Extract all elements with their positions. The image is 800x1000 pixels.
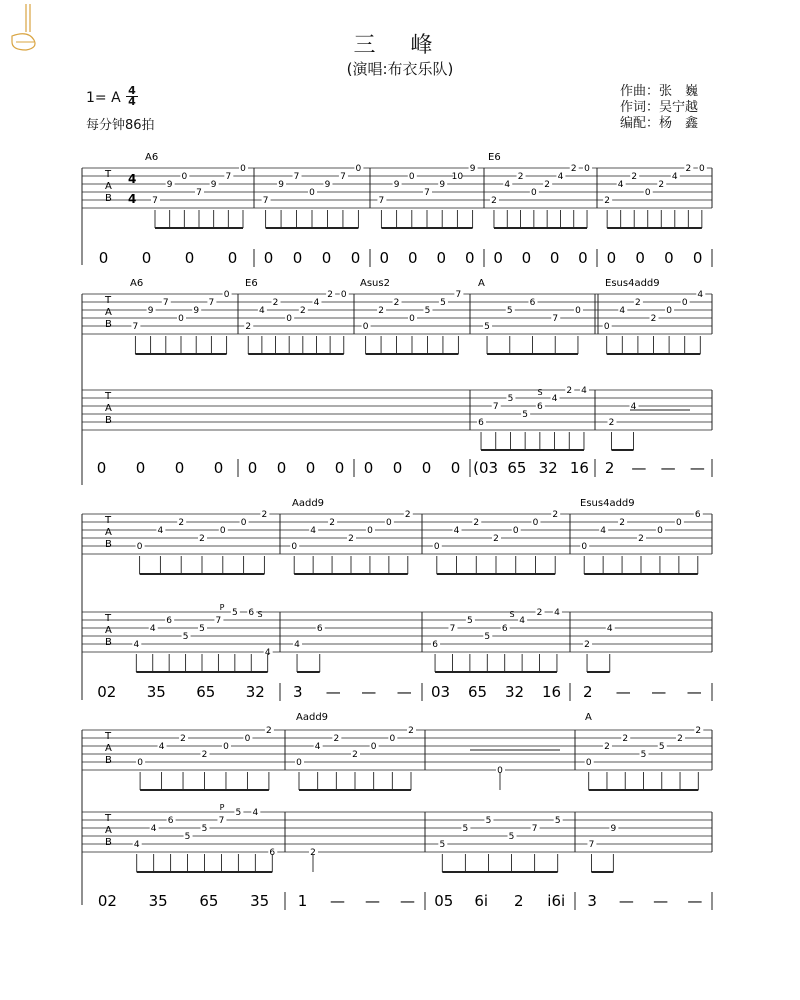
sys2-jianpu-note: 0 (450, 459, 461, 477)
sys2-jianpu-note: 32 (538, 459, 558, 477)
sys1-jianpu-note: 0 (292, 249, 303, 267)
sys3-m2-fret-number: 2 (329, 518, 335, 528)
tab-clef-letter: B (105, 319, 112, 330)
sys4-jianpu-note: — (618, 892, 634, 910)
sys3-mel-m1-fret-number: 4 (264, 648, 271, 658)
sys3-mel-m2-fret-number: 6 (316, 624, 323, 634)
sys1-jianpu-note: 0 (692, 249, 703, 267)
sys2-jianpu-note: 0 (213, 459, 224, 477)
sys4-jianpu-note: 65 (199, 892, 219, 910)
sys3-jianpu-note: 2 (582, 683, 593, 701)
sys3-jianpu-note: — (651, 683, 667, 701)
tab-clef-letter: B (105, 415, 112, 426)
sys4-mel-m3-fret-number: 7 (531, 824, 538, 834)
sys4-jianpu-note: — (653, 892, 669, 910)
sys3-mel-m2-fret-number: 4 (294, 640, 300, 650)
sys3-m2-fret-number: 0 (291, 542, 298, 552)
sys2-m3-fret-number: 7 (455, 290, 462, 300)
sys4-chord-name: Aadd9 (296, 712, 329, 723)
sys1-m5-fret-number: 4 (617, 180, 624, 190)
sys2-m1-fret-number: 7 (162, 298, 169, 308)
sys3-jianpu-note: 32 (504, 683, 525, 701)
sys1-m1-fret-number: 7 (152, 196, 158, 206)
sys2-m1-fret-number: 0 (178, 314, 184, 324)
tab-clef-letter: A (105, 825, 112, 836)
sys4-jianpu-note: — (400, 892, 415, 910)
slide-marker: S (509, 610, 515, 619)
sys4-mel-m3-fret-number: 5 (439, 840, 446, 850)
sys4-m1-fret-number: 2 (201, 750, 208, 760)
sys1-m2-fret-number: 7 (340, 172, 346, 182)
sys4-m2-fret-number: 4 (314, 742, 321, 752)
tab-clef-letter: B (105, 837, 112, 848)
tempo-marking: 每分钟86拍 (86, 118, 155, 133)
sys1-jianpu-note: 0 (606, 249, 617, 267)
sys2-mel-m4-fret-number: 5 (507, 394, 514, 404)
tab-clef-letter: T (105, 731, 112, 742)
sys3-m1-fret-number: 0 (219, 526, 226, 536)
sys4-mel-m1-fret-number: 5 (184, 832, 191, 842)
sys2-m5-fret-number: 0 (681, 298, 688, 308)
sys4-mel-m4-fret-number: 9 (610, 824, 617, 834)
sys2-m3-fret-number: 0 (409, 314, 415, 324)
sys2-jianpu-note: — (660, 459, 676, 477)
slide-marker: S (257, 610, 263, 619)
sys3-jianpu-note: — (686, 683, 702, 701)
sys3-mel-m1-fret-number: 6 (166, 616, 173, 626)
sys3-mel-m3-fret-number: 5 (467, 616, 473, 626)
sys4-jianpu-note: 35 (250, 892, 270, 910)
sys3-m2-fret-number: 2 (404, 510, 411, 520)
sys2-jianpu-note: — (689, 459, 705, 477)
sys3-m2-fret-number: 0 (385, 518, 392, 528)
sys3-jianpu-note: 3 (292, 683, 303, 701)
sys4-m4-fret-number: 5 (658, 742, 665, 752)
sys4-mel-m1-fret-number: 5 (201, 824, 208, 834)
sys3-mel-m3-fret-number: 2 (536, 608, 543, 618)
sys3-m2-fret-number: 0 (367, 526, 373, 536)
sys1-m3-fret-number: 7 (424, 188, 430, 198)
sys1-jianpu-note: 0 (436, 249, 447, 267)
sys2-jianpu-note: (03 (473, 459, 499, 477)
slide-marker: S (537, 388, 543, 397)
sys2-jianpu-note: 0 (392, 459, 403, 477)
sys3-jianpu-note: 32 (245, 683, 265, 701)
sys4-m4-fret-number: 0 (585, 758, 592, 768)
sys3-jianpu-note: — (615, 683, 631, 701)
sys3-m1-fret-number: 2 (178, 518, 185, 528)
sys2-mel-m4-fret-number: 2 (566, 386, 573, 396)
sys1-jianpu-note: 0 (578, 249, 588, 267)
sys2-jianpu-note: 0 (421, 459, 432, 477)
sys1-m3-fret-number: 9 (393, 180, 400, 190)
sys2-jianpu-note: 0 (363, 459, 374, 477)
sys3-m3-fret-number: 0 (512, 526, 519, 536)
sys4-mel-m1-fret-number: 4 (133, 840, 140, 850)
sys2-chord-name: Esus4add9 (605, 278, 660, 289)
sys4-jianpu-note: 02 (97, 892, 117, 910)
sys1-jianpu-note: 0 (98, 249, 109, 267)
sys2-m1-fret-number: 7 (208, 298, 215, 308)
sys4-mel-m1-fret-number: 6 (269, 848, 276, 858)
credit-lyricist: 作词：吴宁越 (620, 100, 699, 115)
sys3-m3-fret-number: 0 (433, 542, 440, 552)
sys2-mel-m4-fret-number: 7 (492, 402, 499, 412)
sys3-mel-m1-fret-number: 5 (231, 608, 238, 618)
sys2-chord-name: E6 (245, 278, 258, 289)
sys3-mel-m1-fret-number: 7 (215, 616, 222, 626)
sys2-m2-fret-number: 2 (327, 290, 333, 300)
sys4-m2-fret-number: 0 (296, 758, 302, 768)
pull-off-marker: P (219, 603, 225, 612)
sys4-m4-fret-number: 5 (640, 750, 647, 760)
tab-clef-letter: A (105, 743, 112, 754)
credit-arranger: 编配：杨 鑫 (620, 116, 699, 131)
sys3-m4-fret-number: 0 (581, 542, 588, 552)
sys4-m2-fret-number: 2 (352, 750, 358, 760)
sys1-chord-name: A6 (145, 152, 159, 163)
sys1-jianpu-note: 0 (321, 249, 332, 267)
sys2-jianpu-note: — (631, 459, 647, 477)
sys3-chord-name: Esus4add9 (580, 498, 635, 509)
sys1-m5-fret-number: 2 (658, 180, 665, 190)
time-signature-top: 4 (128, 84, 136, 97)
sys3-m4-fret-number: 4 (600, 526, 607, 536)
tab-clef-letter: A (105, 307, 112, 318)
sys3-mel-m3-fret-number: 6 (501, 624, 508, 634)
sys2-jianpu-note: 2 (604, 459, 615, 477)
sys2-m3-fret-number: 5 (440, 298, 446, 308)
sys2-m5-fret-number: 4 (697, 290, 704, 300)
sys3-mel-m4-fret-number: 4 (606, 624, 613, 634)
tab-clef-letter: B (105, 637, 112, 648)
sys1-m4-fret-number: 2 (544, 180, 551, 190)
sys1-m1-fret-number: 0 (240, 164, 246, 174)
sys4-m2-fret-number: 0 (370, 742, 377, 752)
sys2-m1-fret-number: 9 (147, 306, 154, 316)
sys3-m3-fret-number: 2 (493, 534, 499, 544)
pull-off-marker: P (219, 803, 225, 812)
sys1-jianpu-note: 0 (350, 249, 361, 267)
sys1-m3-fret-number: 9 (439, 180, 446, 190)
sys2-m2-fret-number: 4 (313, 298, 320, 308)
sys2-m5-fret-number: 0 (603, 322, 610, 332)
sys3-jianpu-note: 16 (541, 683, 562, 701)
sys1-jianpu-note: 0 (549, 249, 560, 267)
sys4-m3-fret-number: 0 (497, 766, 503, 776)
sys1-m1-fret-number: 7 (196, 188, 202, 198)
sys1-m1-fret-number: 7 (225, 172, 232, 182)
sys1-jianpu-note: 0 (464, 249, 475, 267)
sys2-jianpu-note: 0 (305, 459, 316, 477)
sys2-m3-fret-number: 0 (362, 322, 369, 332)
sys3-m2-fret-number: 4 (310, 526, 317, 536)
tab-clef-letter: B (105, 539, 112, 550)
sys2-chord-name: A6 (130, 278, 144, 289)
sys3-m3-fret-number: 2 (552, 510, 559, 520)
sys1-jianpu-note: 0 (141, 249, 152, 267)
sys4-m4-fret-number: 2 (695, 726, 702, 736)
sys1-m4-fret-number: 2 (491, 196, 497, 206)
sys2-m4-fret-number: 6 (529, 298, 536, 308)
sys2-chord-name: A (478, 278, 485, 289)
time-signature-bottom: 4 (126, 96, 138, 107)
sys3-mel-m1-fret-number: 5 (199, 624, 205, 634)
sys2-m2-fret-number: 2 (299, 306, 306, 316)
sys4-m1-fret-number: 2 (266, 726, 272, 736)
sys2-mel-m4-fret-number: 4 (551, 394, 558, 404)
sys1-m3-fret-number: 0 (408, 172, 415, 182)
sys1-m5-fret-number: 0 (644, 188, 651, 198)
tab-clef-letter: A (105, 625, 112, 636)
sys1-chord-name: E6 (488, 152, 501, 163)
sys3-jianpu-note: — (396, 683, 412, 701)
sys1-m2-fret-number: 0 (309, 188, 315, 198)
sys1-jianpu-note: 0 (521, 249, 532, 267)
sys1-m4-fret-number: 4 (557, 172, 564, 182)
sys3-m4-fret-number: 0 (675, 518, 682, 528)
sys1-jianpu-note: 0 (263, 249, 274, 267)
sys4-mel-m3-fret-number: 5 (462, 824, 469, 834)
sys2-m5-fret-number: 4 (619, 306, 626, 316)
sys4-jianpu-note: 05 (434, 892, 454, 910)
sys2-m5-fret-number: 0 (666, 306, 672, 316)
sys4-jianpu-note: 35 (148, 892, 168, 910)
sys3-jianpu-note: 02 (97, 683, 117, 701)
sys3-mel-m1-fret-number: 6 (248, 608, 255, 618)
sys1-m4-fret-number: 4 (504, 180, 511, 190)
sys2-mel-m4-fret-number: 6 (478, 418, 484, 428)
sys4-m1-fret-number: 0 (244, 734, 251, 744)
song-title: 三 峰 (353, 33, 447, 58)
sys3-m4-fret-number: 0 (657, 526, 663, 536)
sys2-m2-fret-number: 2 (272, 298, 279, 308)
sys4-mel-m3-fret-number: 5 (508, 832, 515, 842)
sys4-m1-fret-number: 4 (158, 742, 165, 752)
sys3-mel-m3-fret-number: 4 (554, 608, 560, 618)
sys1-m5-fret-number: 2 (631, 172, 638, 182)
sys4-m2-fret-number: 0 (389, 734, 396, 744)
sys3-mel-m4-fret-number: 2 (584, 640, 590, 650)
sys4-mel-m1-fret-number: 4 (252, 808, 259, 818)
sys2-m5-fret-number: 2 (650, 314, 657, 324)
sys3-m4-fret-number: 2 (619, 518, 625, 528)
sys4-jianpu-note: 6i (474, 892, 489, 910)
sys3-mel-m1-fret-number: 4 (133, 640, 140, 650)
sys4-chord-name: A (585, 712, 592, 723)
sys4-m4-fret-number: 2 (677, 734, 683, 744)
sys3-jianpu-note: 65 (467, 683, 488, 701)
sys4-jianpu-note: 2 (513, 892, 524, 910)
tab-clef-letter: T (105, 613, 112, 624)
sys1-m1-fret-number: 9 (210, 180, 217, 190)
sys1-timesig-top: 4 (128, 172, 137, 186)
tab-clef-letter: T (105, 813, 112, 824)
sys3-m1-fret-number: 0 (136, 542, 143, 552)
sys2-jianpu-note: 16 (569, 459, 589, 477)
sys3-mel-m1-fret-number: 4 (149, 624, 156, 634)
sys1-m5-fret-number: 2 (685, 164, 692, 174)
sys1-m5-fret-number: 4 (671, 172, 678, 182)
sys2-mel-m4-fret-number: 5 (522, 410, 529, 420)
sys1-m5-fret-number: 0 (698, 164, 705, 174)
sys1-m2-fret-number: 9 (324, 180, 331, 190)
sys2-m5-fret-number: 2 (635, 298, 641, 308)
sys1-jianpu-note: 0 (184, 249, 195, 267)
tab-clef-letter: B (105, 193, 112, 204)
sys3-jianpu-note: 03 (430, 683, 451, 701)
sys1-jianpu-note: 0 (407, 249, 418, 267)
sys4-mel-m4-fret-number: 7 (588, 840, 595, 850)
sys2-m1-fret-number: 0 (223, 290, 230, 300)
sys3-mel-m1-fret-number: 5 (182, 632, 189, 642)
sys4-jianpu-note: — (330, 892, 345, 910)
sys3-m2-fret-number: 2 (348, 534, 354, 544)
sys4-jianpu-note: i6i (547, 892, 566, 910)
sys2-mel-m5-fret-number: 2 (608, 418, 615, 428)
sys3-m3-fret-number: 0 (532, 518, 539, 528)
sys1-m4-fret-number: 2 (570, 164, 577, 174)
sys4-mel-m3-fret-number: 5 (485, 816, 492, 826)
sys2-jianpu-note: 0 (96, 459, 107, 477)
sys1-m2-fret-number: 9 (278, 180, 284, 190)
sys4-m2-fret-number: 2 (333, 734, 340, 744)
sys2-m3-fret-number: 2 (378, 306, 384, 316)
sys2-m1-fret-number: 9 (193, 306, 200, 316)
tab-clef-letter: T (105, 295, 112, 306)
sys1-m2-fret-number: 0 (355, 164, 362, 174)
sys1-jianpu-note: 0 (227, 249, 238, 267)
sys2-chord-name: Asus2 (360, 278, 390, 289)
sys1-m2-fret-number: 7 (262, 196, 269, 206)
sys3-m3-fret-number: 4 (453, 526, 460, 536)
sys1-m4-fret-number: 2 (517, 172, 524, 182)
sys2-jianpu-note: 0 (135, 459, 146, 477)
sys4-m2-fret-number: 2 (408, 726, 414, 736)
sys2-jianpu-note: 65 (507, 459, 527, 477)
sys2-jianpu-note: 0 (334, 459, 345, 477)
sys3-m4-fret-number: 6 (694, 510, 701, 520)
sys3-m1-fret-number: 0 (240, 518, 247, 528)
tab-clef-letter: B (105, 755, 112, 766)
sys4-m4-fret-number: 2 (622, 734, 629, 744)
sys2-jianpu-note: 0 (247, 459, 258, 477)
sys3-jianpu-note: — (325, 683, 341, 701)
sys1-m1-fret-number: 0 (181, 172, 188, 182)
sys3-m4-fret-number: 2 (638, 534, 644, 544)
sys1-m2-fret-number: 7 (293, 172, 300, 182)
tab-clef-letter: T (105, 515, 112, 526)
sys4-mel-m2-fret-number: 2 (310, 848, 316, 858)
sys3-jianpu-note: 65 (196, 683, 216, 701)
sys2-m4-fret-number: 5 (506, 306, 513, 316)
sys2-m2-fret-number: 0 (340, 290, 347, 300)
sys1-jianpu-note: 0 (493, 249, 503, 267)
sys3-mel-m3-fret-number: 5 (484, 632, 491, 642)
sys2-m4-fret-number: 5 (484, 322, 490, 332)
sys1-m3-fret-number: 9 (469, 164, 476, 174)
key-signature: 1= A (86, 90, 121, 106)
sys2-m4-fret-number: 0 (575, 306, 581, 316)
sys4-mel-m1-fret-number: 6 (167, 816, 174, 826)
sys2-m3-fret-number: 2 (393, 298, 400, 308)
sys2-m2-fret-number: 4 (259, 306, 265, 316)
sys3-jianpu-note: — (361, 683, 377, 701)
sys2-mel-m4-fret-number: 4 (581, 386, 587, 396)
sys3-mel-m3-fret-number: 4 (519, 616, 525, 626)
sys4-jianpu-note: — (365, 892, 380, 910)
sys2-m3-fret-number: 5 (424, 306, 431, 316)
tab-clef-letter: T (105, 169, 112, 180)
sys1-m4-fret-number: 0 (530, 188, 537, 198)
sys3-m1-fret-number: 2 (199, 534, 205, 544)
sys4-mel-m3-fret-number: 5 (554, 816, 561, 826)
sys4-jianpu-note: 1 (297, 892, 308, 910)
sys2-jianpu-note: 0 (276, 459, 287, 477)
sys2-m2-fret-number: 0 (286, 314, 293, 324)
sys3-mel-m3-fret-number: 6 (432, 640, 438, 650)
sys4-m4-fret-number: 2 (604, 742, 610, 752)
sys2-m2-fret-number: 2 (245, 322, 252, 332)
sys3-m1-fret-number: 2 (261, 510, 268, 520)
sys3-mel-m3-fret-number: 7 (449, 624, 456, 634)
tab-clef-letter: T (105, 391, 112, 402)
sys4-m1-fret-number: 0 (137, 758, 143, 768)
sys1-m3-fret-number: 10 (451, 172, 464, 182)
sys2-mel-m5-fret-number: 4 (630, 402, 637, 412)
tab-clef-letter: A (105, 181, 112, 192)
sys1-m4-fret-number: 0 (584, 164, 590, 174)
sys3-jianpu-note: 35 (146, 683, 166, 701)
sys1-jianpu-note: 0 (664, 249, 674, 267)
sys4-m1-fret-number: 0 (223, 742, 229, 752)
sys1-m1-fret-number: 9 (166, 180, 173, 190)
sys1-jianpu-note: 0 (635, 249, 645, 267)
sys4-mel-m1-fret-number: 4 (150, 824, 157, 834)
song-subtitle: (演唱:布衣乐队) (346, 60, 454, 78)
sys4-jianpu-note: 3 (587, 892, 597, 910)
sys4-jianpu-note: — (687, 892, 703, 910)
sys4-m1-fret-number: 2 (180, 734, 186, 744)
sys4-mel-m1-fret-number: 5 (235, 808, 242, 818)
sys2-m1-fret-number: 7 (132, 322, 139, 332)
sys4-mel-m1-fret-number: 7 (218, 816, 225, 826)
sys2-m4-fret-number: 7 (552, 314, 559, 324)
sys3-m3-fret-number: 2 (473, 518, 480, 528)
sys1-m5-fret-number: 2 (604, 196, 611, 206)
credit-composer: 作曲：张 巍 (620, 84, 699, 99)
tab-clef-letter: A (105, 527, 112, 538)
sys1-m3-fret-number: 7 (378, 196, 385, 206)
tab-clef-letter: A (105, 403, 112, 414)
sys3-chord-name: Aadd9 (292, 498, 325, 509)
sys2-mel-m4-fret-number: 6 (536, 402, 543, 412)
sys1-jianpu-note: 0 (379, 249, 390, 267)
sys1-timesig-bottom: 4 (128, 192, 137, 206)
sys3-m1-fret-number: 4 (157, 526, 164, 536)
sys2-jianpu-note: 0 (174, 459, 185, 477)
